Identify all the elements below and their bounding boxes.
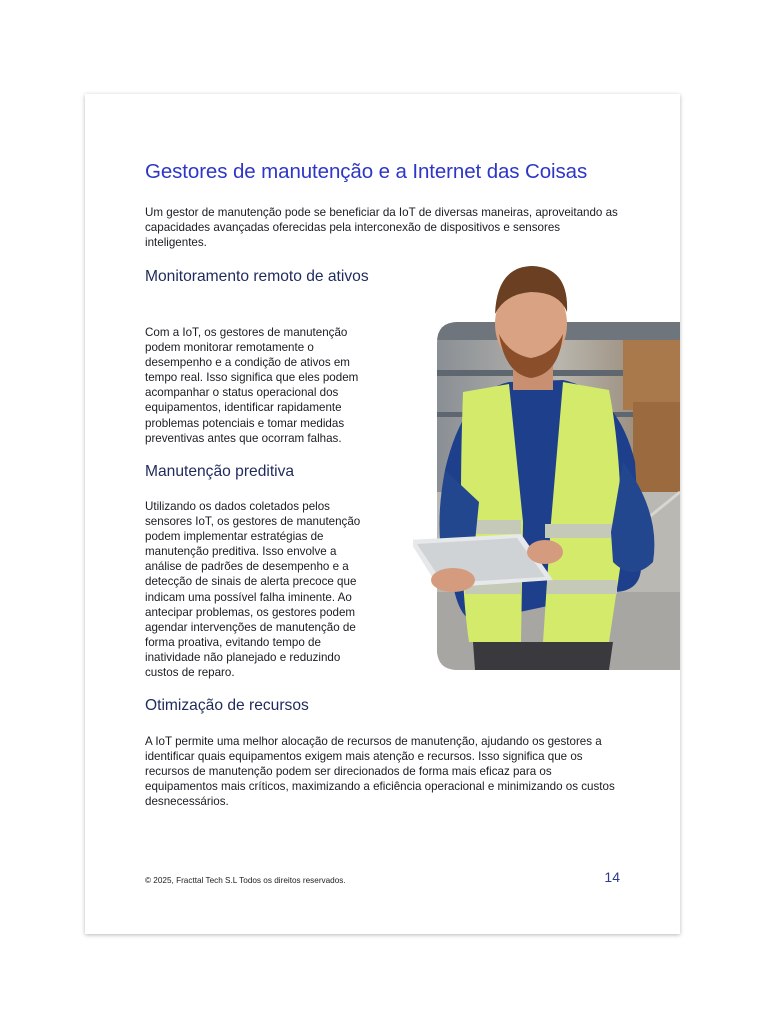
page-title: Gestores de manutenção e a Internet das Coisas — [145, 160, 588, 183]
document-page — [85, 94, 680, 934]
section-body-resource-optimization: A IoT permite uma melhor alocação de recursos de manutenção, ajudando os gestores a identificar quais equipamentos exigem mais atenção e recursos. Isso significa que os recursos de manutenção podem ser direcionados de forma mais eficaz para os equipamentos mais críticos, maximizando a eficiência operacional e minimizando os custos desnecessários. — [145, 735, 615, 809]
section-body-predictive-maintenance: Utilizando os dados coletados pelos sensores IoT, os gestores de manutenção podem implementar estratégias de manutenção preditiva. Isso envolve a análise de padrões de desempenho e a detecção de sinais de alerta precoce que indicam uma possível falha iminente. Ao antecipar problemas, os gestores podem agendar intervenções de manutenção de forma proativa, evitando tempo de inatividade não planejado e reduzindo custos de reparo. — [145, 500, 361, 680]
page-number: 14 — [604, 869, 620, 885]
worker-tablet-photo — [413, 262, 680, 670]
section-heading-resource-optimization: Otimização de recursos — [145, 697, 309, 714]
section-heading-predictive-maintenance: Manutenção preditiva — [145, 463, 295, 480]
intro-paragraph: Um gestor de manutenção pode se beneficiar da IoT de diversas maneiras, aproveitando as capacidades avançadas oferecidas pela interconexão de dispositivos e sensores inteligentes. — [145, 206, 618, 250]
section-body-remote-monitoring: Com a IoT, os gestores de manutenção podem monitorar remotamente o desempenho e a condição de ativos em tempo real. Isso significa que eles podem acompanhar o status operacional dos equipamentos, identificar rapidamente problemas potenciais e tomar medidas preventivas antes que ocorram falhas. — [145, 326, 359, 445]
section-heading-remote-monitoring: Monitoramento remoto de ativos — [145, 268, 369, 285]
footer-copyright: © 2025, Fracttal Tech S.L Todos os direitos reservados. — [145, 876, 346, 885]
